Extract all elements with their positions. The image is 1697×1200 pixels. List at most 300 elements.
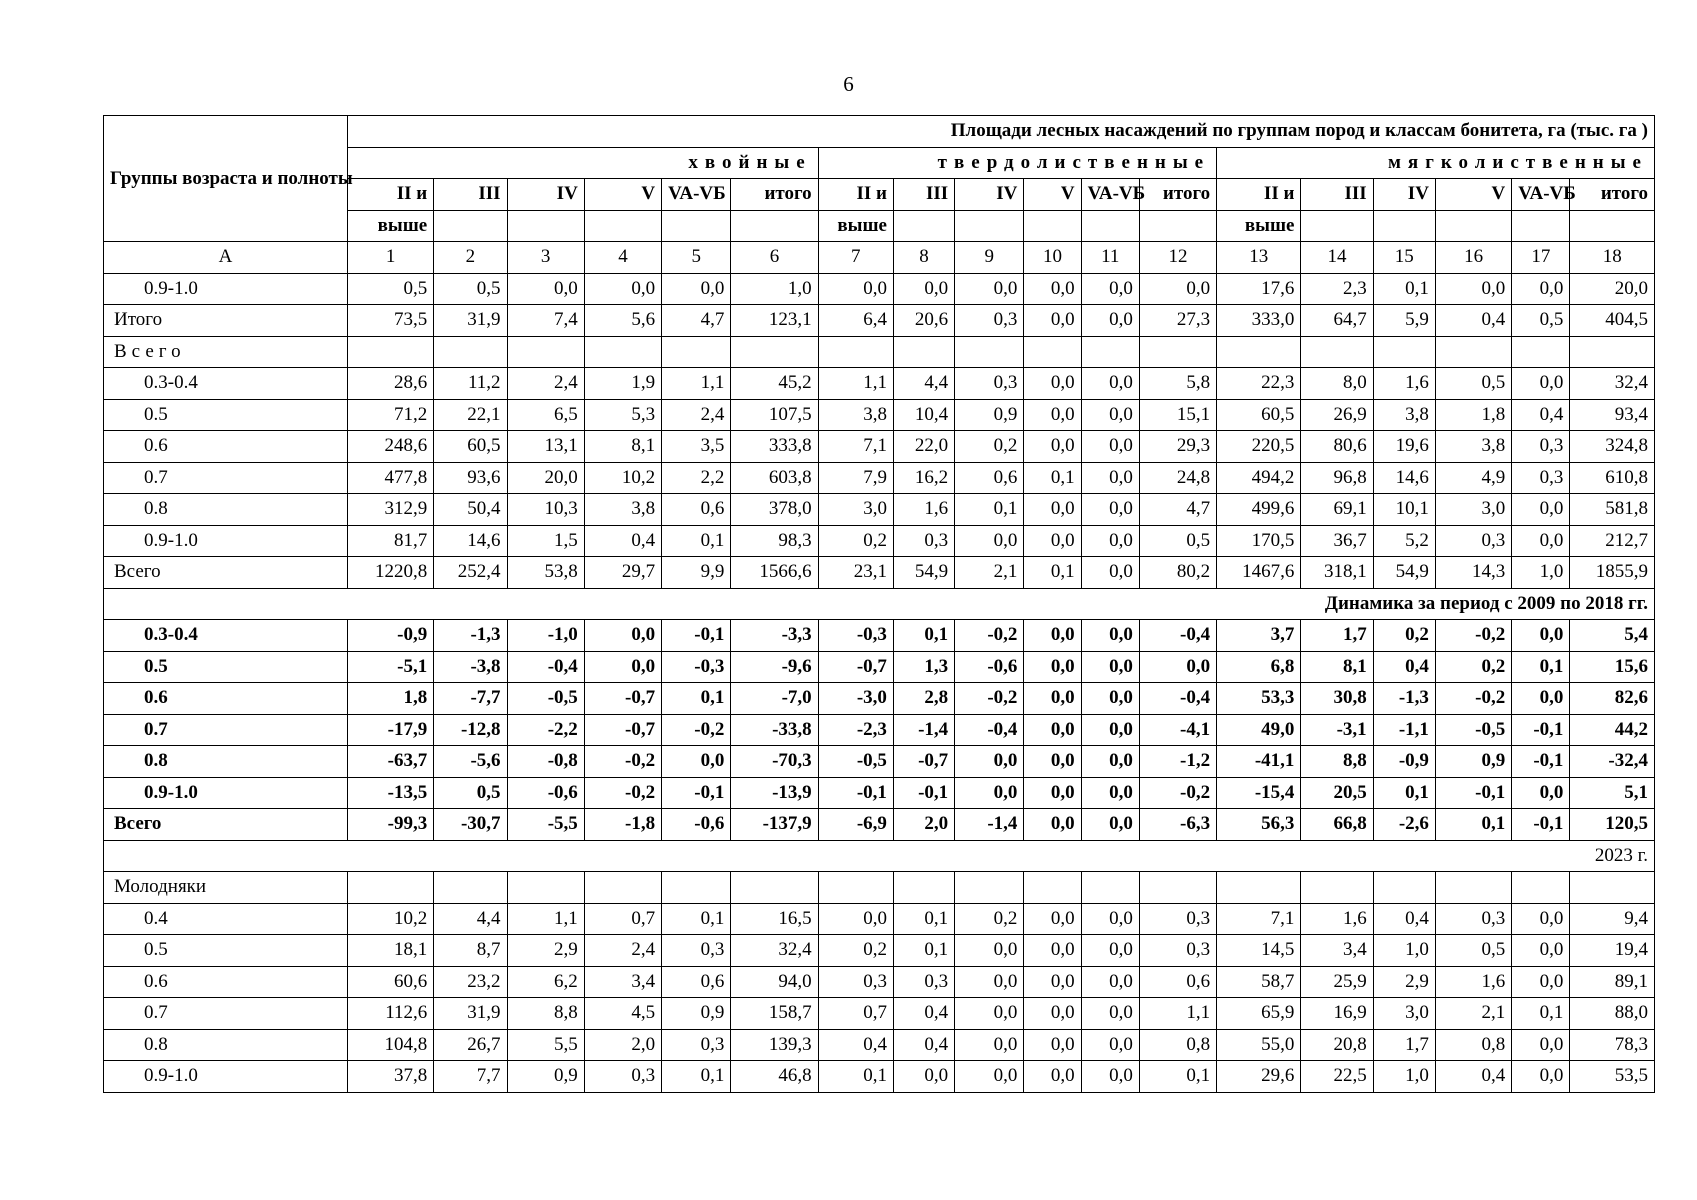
- row-label: 0.7: [104, 998, 348, 1030]
- value-cell: 0,2: [1435, 651, 1511, 683]
- class-suffix-cell: [1301, 210, 1373, 242]
- row-label: 0.8: [104, 494, 348, 526]
- value-cell: 80,2: [1139, 557, 1216, 589]
- table-row: [104, 998, 1655, 1030]
- value-cell: 94,0: [731, 966, 818, 998]
- value-cell: 0,4: [1373, 651, 1435, 683]
- value-cell: -13,9: [731, 777, 818, 809]
- value-cell: -0,2: [584, 746, 661, 778]
- value-cell: 0,0: [1024, 620, 1081, 652]
- value-cell: 0,0: [1024, 494, 1081, 526]
- value-cell: 0,1: [1435, 809, 1511, 841]
- value-cell: 37,8: [347, 1061, 433, 1093]
- value-cell: [1301, 872, 1373, 904]
- value-cell: 49,0: [1217, 714, 1301, 746]
- table-row: [104, 777, 1655, 809]
- value-cell: 73,5: [347, 305, 433, 337]
- class-header-cell: итого: [1139, 179, 1216, 211]
- value-cell: 0,0: [1024, 273, 1081, 305]
- value-cell: 26,7: [434, 1029, 507, 1061]
- value-cell: 0,0: [1024, 683, 1081, 715]
- value-cell: -5,1: [347, 651, 433, 683]
- value-cell: 0,0: [1139, 651, 1216, 683]
- value-cell: 11,2: [434, 368, 507, 400]
- value-cell: 581,8: [1570, 494, 1655, 526]
- value-cell: 0,1: [955, 494, 1024, 526]
- value-cell: 23,1: [818, 557, 893, 589]
- value-cell: 0,0: [818, 903, 893, 935]
- class-suffix-cell: выше: [347, 210, 433, 242]
- class-header-cell: VA-VБ: [1512, 179, 1570, 211]
- value-cell: 0,0: [1024, 998, 1081, 1030]
- row-label: 0.6: [104, 683, 348, 715]
- value-cell: 2,9: [507, 935, 584, 967]
- value-cell: 29,6: [1217, 1061, 1301, 1093]
- value-cell: 0,0: [1024, 431, 1081, 463]
- value-cell: 0,0: [1081, 651, 1139, 683]
- value-cell: -13,5: [347, 777, 433, 809]
- value-cell: 0,1: [662, 683, 731, 715]
- value-cell: 0,1: [1139, 1061, 1216, 1093]
- class-header-cell: V: [584, 179, 661, 211]
- value-cell: 0,3: [1512, 431, 1570, 463]
- value-cell: 3,4: [584, 966, 661, 998]
- value-cell: 0,0: [1081, 683, 1139, 715]
- table-row: [104, 1029, 1655, 1061]
- value-cell: 0,9: [662, 998, 731, 1030]
- value-cell: 22,3: [1217, 368, 1301, 400]
- column-number-cell: 12: [1139, 242, 1216, 274]
- value-cell: 0,0: [1081, 935, 1139, 967]
- value-cell: [1373, 872, 1435, 904]
- value-cell: 139,3: [731, 1029, 818, 1061]
- class-suffix-cell: [662, 210, 731, 242]
- value-cell: -0,7: [584, 714, 661, 746]
- value-cell: 324,8: [1570, 431, 1655, 463]
- column-number-cell: 8: [893, 242, 954, 274]
- value-cell: 0,4: [1512, 399, 1570, 431]
- column-number-cell: 4: [584, 242, 661, 274]
- value-cell: 1,5: [507, 525, 584, 557]
- value-cell: 19,6: [1373, 431, 1435, 463]
- value-cell: 9,4: [1570, 903, 1655, 935]
- value-cell: -1,3: [434, 620, 507, 652]
- value-cell: 0,0: [1512, 777, 1570, 809]
- value-cell: 0,0: [1024, 966, 1081, 998]
- value-cell: [1373, 336, 1435, 368]
- value-cell: 404,5: [1570, 305, 1655, 337]
- value-cell: -0,2: [955, 683, 1024, 715]
- value-cell: 2,3: [1301, 273, 1373, 305]
- value-cell: 2,8: [893, 683, 954, 715]
- value-cell: 0,5: [1435, 935, 1511, 967]
- class-suffix-cell: выше: [818, 210, 893, 242]
- value-cell: -3,3: [731, 620, 818, 652]
- value-cell: 14,5: [1217, 935, 1301, 967]
- value-cell: 69,1: [1301, 494, 1373, 526]
- value-cell: 0,3: [893, 966, 954, 998]
- value-cell: [1139, 872, 1216, 904]
- row-label: 0.8: [104, 1029, 348, 1061]
- value-cell: 29,7: [584, 557, 661, 589]
- row-label: 0.8: [104, 746, 348, 778]
- value-cell: 0,0: [1081, 273, 1139, 305]
- table-row: [104, 651, 1655, 683]
- value-cell: 0,3: [584, 1061, 661, 1093]
- value-cell: 0,0: [1081, 525, 1139, 557]
- value-cell: -5,6: [434, 746, 507, 778]
- class-header-cell: III: [1301, 179, 1373, 211]
- value-cell: 0,0: [1024, 651, 1081, 683]
- value-cell: 0,1: [818, 1061, 893, 1093]
- value-cell: 312,9: [347, 494, 433, 526]
- value-cell: 2,4: [584, 935, 661, 967]
- value-cell: 0,0: [1081, 998, 1139, 1030]
- row-label: 0.7: [104, 714, 348, 746]
- value-cell: -0,8: [507, 746, 584, 778]
- value-cell: 0,3: [1139, 935, 1216, 967]
- value-cell: 0,0: [1512, 1029, 1570, 1061]
- value-cell: 7,1: [818, 431, 893, 463]
- value-cell: 603,8: [731, 462, 818, 494]
- value-cell: [584, 872, 661, 904]
- value-cell: 5,2: [1373, 525, 1435, 557]
- column-number-row: [104, 242, 1655, 274]
- value-cell: 0,1: [1373, 777, 1435, 809]
- value-cell: 53,5: [1570, 1061, 1655, 1093]
- column-number-cell: 14: [1301, 242, 1373, 274]
- value-cell: 14,3: [1435, 557, 1511, 589]
- value-cell: 53,3: [1217, 683, 1301, 715]
- value-cell: 3,5: [662, 431, 731, 463]
- value-cell: 60,5: [1217, 399, 1301, 431]
- class-header-cell: II и: [1217, 179, 1301, 211]
- value-cell: 0,0: [1512, 935, 1570, 967]
- value-cell: 0,0: [1512, 1061, 1570, 1093]
- value-cell: 1,6: [1435, 966, 1511, 998]
- value-cell: 7,4: [507, 305, 584, 337]
- value-cell: 71,2: [347, 399, 433, 431]
- value-cell: 27,3: [1139, 305, 1216, 337]
- value-cell: 0,4: [584, 525, 661, 557]
- value-cell: 8,1: [584, 431, 661, 463]
- table-row: [104, 336, 1655, 368]
- value-cell: 0,0: [893, 1061, 954, 1093]
- row-label: 0.5: [104, 935, 348, 967]
- value-cell: 20,0: [1570, 273, 1655, 305]
- value-cell: 6,8: [1217, 651, 1301, 683]
- column-number-cell: А: [104, 242, 348, 274]
- value-cell: 0,5: [434, 777, 507, 809]
- row-label: 0.7: [104, 462, 348, 494]
- value-cell: 0,0: [1512, 903, 1570, 935]
- value-cell: 2,1: [1435, 998, 1511, 1030]
- value-cell: -1,3: [1373, 683, 1435, 715]
- value-cell: 3,8: [1435, 431, 1511, 463]
- value-cell: 1566,6: [731, 557, 818, 589]
- value-cell: 54,9: [893, 557, 954, 589]
- value-cell: 9,9: [662, 557, 731, 589]
- value-cell: 0,0: [1024, 714, 1081, 746]
- value-cell: 2,0: [893, 809, 954, 841]
- value-cell: [955, 872, 1024, 904]
- column-number-cell: 7: [818, 242, 893, 274]
- value-cell: 0,6: [1139, 966, 1216, 998]
- value-cell: -2,3: [818, 714, 893, 746]
- value-cell: 0,8: [1139, 1029, 1216, 1061]
- value-cell: 0,0: [818, 273, 893, 305]
- value-cell: 66,8: [1301, 809, 1373, 841]
- value-cell: 1467,6: [1217, 557, 1301, 589]
- value-cell: 3,4: [1301, 935, 1373, 967]
- value-cell: 24,8: [1139, 462, 1216, 494]
- table-row: [104, 746, 1655, 778]
- value-cell: -0,1: [1512, 746, 1570, 778]
- value-cell: 93,6: [434, 462, 507, 494]
- value-cell: 0,0: [1081, 494, 1139, 526]
- class-suffix-cell: [955, 210, 1024, 242]
- value-cell: -1,2: [1139, 746, 1216, 778]
- value-cell: 31,9: [434, 998, 507, 1030]
- value-cell: 0,0: [955, 966, 1024, 998]
- value-cell: 10,1: [1373, 494, 1435, 526]
- value-cell: -0,1: [893, 777, 954, 809]
- value-cell: -9,6: [731, 651, 818, 683]
- value-cell: 0,3: [662, 935, 731, 967]
- value-cell: 5,8: [1139, 368, 1216, 400]
- value-cell: 0,5: [1139, 525, 1216, 557]
- value-cell: 20,5: [1301, 777, 1373, 809]
- value-cell: 4,7: [1139, 494, 1216, 526]
- value-cell: 0,0: [1512, 368, 1570, 400]
- value-cell: [818, 872, 893, 904]
- value-cell: 18,1: [347, 935, 433, 967]
- class-header-cell: IV: [1373, 179, 1435, 211]
- value-cell: 0,3: [818, 966, 893, 998]
- row-label: Всего: [104, 809, 348, 841]
- value-cell: 0,8: [1435, 1029, 1511, 1061]
- value-cell: 1,6: [1301, 903, 1373, 935]
- value-cell: 4,4: [893, 368, 954, 400]
- value-cell: -4,1: [1139, 714, 1216, 746]
- value-cell: 499,6: [1217, 494, 1301, 526]
- value-cell: -30,7: [434, 809, 507, 841]
- column-number-cell: 1: [347, 242, 433, 274]
- value-cell: 5,1: [1570, 777, 1655, 809]
- value-cell: -0,2: [584, 777, 661, 809]
- value-cell: 0,0: [584, 651, 661, 683]
- value-cell: -3,1: [1301, 714, 1373, 746]
- value-cell: [1217, 336, 1301, 368]
- value-cell: 0,0: [955, 525, 1024, 557]
- value-cell: 10,2: [584, 462, 661, 494]
- table-row: [104, 903, 1655, 935]
- group-header-softwood: мягколиственные: [1217, 147, 1655, 179]
- value-cell: -0,2: [1435, 620, 1511, 652]
- column-number-cell: 15: [1373, 242, 1435, 274]
- value-cell: 0,5: [1512, 305, 1570, 337]
- table-row: [104, 525, 1655, 557]
- row-label: 0.9-1.0: [104, 777, 348, 809]
- value-cell: 0,3: [955, 368, 1024, 400]
- value-cell: 20,0: [507, 462, 584, 494]
- value-cell: 88,0: [1570, 998, 1655, 1030]
- value-cell: 4,4: [434, 903, 507, 935]
- value-cell: -3,0: [818, 683, 893, 715]
- value-cell: [662, 336, 731, 368]
- value-cell: 0,0: [1081, 1029, 1139, 1061]
- value-cell: 0,1: [662, 1061, 731, 1093]
- class-suffix-cell: [1081, 210, 1139, 242]
- value-cell: 4,9: [1435, 462, 1511, 494]
- value-cell: 55,0: [1217, 1029, 1301, 1061]
- value-cell: -7,7: [434, 683, 507, 715]
- value-cell: -0,1: [1512, 714, 1570, 746]
- value-cell: 46,8: [731, 1061, 818, 1093]
- value-cell: 98,3: [731, 525, 818, 557]
- value-cell: 107,5: [731, 399, 818, 431]
- value-cell: 0,0: [1081, 557, 1139, 589]
- value-cell: 3,8: [584, 494, 661, 526]
- table-row: [104, 368, 1655, 400]
- value-cell: 104,8: [347, 1029, 433, 1061]
- value-cell: 0,0: [1024, 1061, 1081, 1093]
- value-cell: 3,7: [1217, 620, 1301, 652]
- row-label: 0.6: [104, 431, 348, 463]
- row-label: 0.4: [104, 903, 348, 935]
- value-cell: 58,7: [1217, 966, 1301, 998]
- value-cell: 0,1: [1512, 998, 1570, 1030]
- value-cell: 1,0: [1512, 557, 1570, 589]
- column-number-cell: 13: [1217, 242, 1301, 274]
- value-cell: 0,6: [662, 966, 731, 998]
- value-cell: [1081, 872, 1139, 904]
- value-cell: 32,4: [1570, 368, 1655, 400]
- class-suffix-cell: [1373, 210, 1435, 242]
- value-cell: 0,1: [662, 903, 731, 935]
- value-cell: -0,4: [1139, 620, 1216, 652]
- value-cell: -0,1: [1435, 777, 1511, 809]
- value-cell: -0,2: [662, 714, 731, 746]
- value-cell: 0,0: [1081, 809, 1139, 841]
- value-cell: 0,0: [1024, 1029, 1081, 1061]
- class-header-cell: III: [434, 179, 507, 211]
- value-cell: 0,0: [662, 746, 731, 778]
- value-cell: 212,7: [1570, 525, 1655, 557]
- value-cell: 0,0: [955, 935, 1024, 967]
- value-cell: 13,1: [507, 431, 584, 463]
- value-cell: -99,3: [347, 809, 433, 841]
- value-cell: [347, 336, 433, 368]
- value-cell: 10,2: [347, 903, 433, 935]
- page-number: 6: [843, 72, 854, 96]
- value-cell: 4,7: [662, 305, 731, 337]
- value-cell: [507, 872, 584, 904]
- value-cell: 1,1: [662, 368, 731, 400]
- value-cell: 0,0: [1024, 305, 1081, 337]
- class-header-cell: V: [1435, 179, 1511, 211]
- table-row: [104, 494, 1655, 526]
- value-cell: [434, 336, 507, 368]
- column-number-cell: 18: [1570, 242, 1655, 274]
- value-cell: 0,4: [1435, 305, 1511, 337]
- value-cell: 0,0: [955, 273, 1024, 305]
- value-cell: 120,5: [1570, 809, 1655, 841]
- value-cell: [1301, 336, 1373, 368]
- value-cell: 0,9: [507, 1061, 584, 1093]
- value-cell: 0,5: [434, 273, 507, 305]
- row-label: 0.3-0.4: [104, 620, 348, 652]
- class-suffix-cell: [1139, 210, 1216, 242]
- value-cell: 19,4: [1570, 935, 1655, 967]
- body-2023: [104, 872, 1655, 1093]
- value-cell: -0,2: [1435, 683, 1511, 715]
- table-row: [104, 872, 1655, 904]
- value-cell: 29,3: [1139, 431, 1216, 463]
- dynamics-section-header: [104, 588, 1655, 620]
- value-cell: 5,5: [507, 1029, 584, 1061]
- value-cell: 3,0: [1373, 998, 1435, 1030]
- class-suffix-cell: [1512, 210, 1570, 242]
- value-cell: -2,2: [507, 714, 584, 746]
- value-cell: 123,1: [731, 305, 818, 337]
- value-cell: 0,2: [818, 935, 893, 967]
- value-cell: 0,0: [1024, 777, 1081, 809]
- value-cell: 56,3: [1217, 809, 1301, 841]
- value-cell: 78,3: [1570, 1029, 1655, 1061]
- value-cell: [1217, 872, 1301, 904]
- value-cell: 1,8: [1435, 399, 1511, 431]
- value-cell: [1081, 336, 1139, 368]
- value-cell: -33,8: [731, 714, 818, 746]
- value-cell: [731, 872, 818, 904]
- value-cell: [893, 336, 954, 368]
- value-cell: 60,6: [347, 966, 433, 998]
- value-cell: 1,0: [1373, 1061, 1435, 1093]
- value-cell: -0,3: [662, 651, 731, 683]
- value-cell: -1,8: [584, 809, 661, 841]
- value-cell: 0,0: [1512, 273, 1570, 305]
- value-cell: 0,3: [893, 525, 954, 557]
- column-number-cell: 17: [1512, 242, 1570, 274]
- table-row: [104, 683, 1655, 715]
- value-cell: 0,9: [955, 399, 1024, 431]
- value-cell: 0,1: [1373, 273, 1435, 305]
- value-cell: 0,0: [1081, 462, 1139, 494]
- value-cell: 0,0: [1024, 746, 1081, 778]
- value-cell: -0,7: [818, 651, 893, 683]
- value-cell: -0,7: [893, 746, 954, 778]
- value-cell: 82,6: [1570, 683, 1655, 715]
- value-cell: -0,5: [818, 746, 893, 778]
- value-cell: 16,5: [731, 903, 818, 935]
- value-cell: 5,6: [584, 305, 661, 337]
- value-cell: 54,9: [1373, 557, 1435, 589]
- value-cell: 1,0: [731, 273, 818, 305]
- group-header-hardwood: твердолиственные: [818, 147, 1216, 179]
- value-cell: 158,7: [731, 998, 818, 1030]
- section-title-dynamics: Динамика за период с 2009 по 2018 гг.: [104, 588, 1655, 620]
- value-cell: 0,3: [1435, 903, 1511, 935]
- row-label: 0.9-1.0: [104, 1061, 348, 1093]
- value-cell: 0,4: [1435, 1061, 1511, 1093]
- column-number-cell: 10: [1024, 242, 1081, 274]
- value-cell: 81,7: [347, 525, 433, 557]
- value-cell: 0,0: [955, 1061, 1024, 1093]
- value-cell: 0,0: [1081, 714, 1139, 746]
- value-cell: -137,9: [731, 809, 818, 841]
- value-cell: 0,6: [662, 494, 731, 526]
